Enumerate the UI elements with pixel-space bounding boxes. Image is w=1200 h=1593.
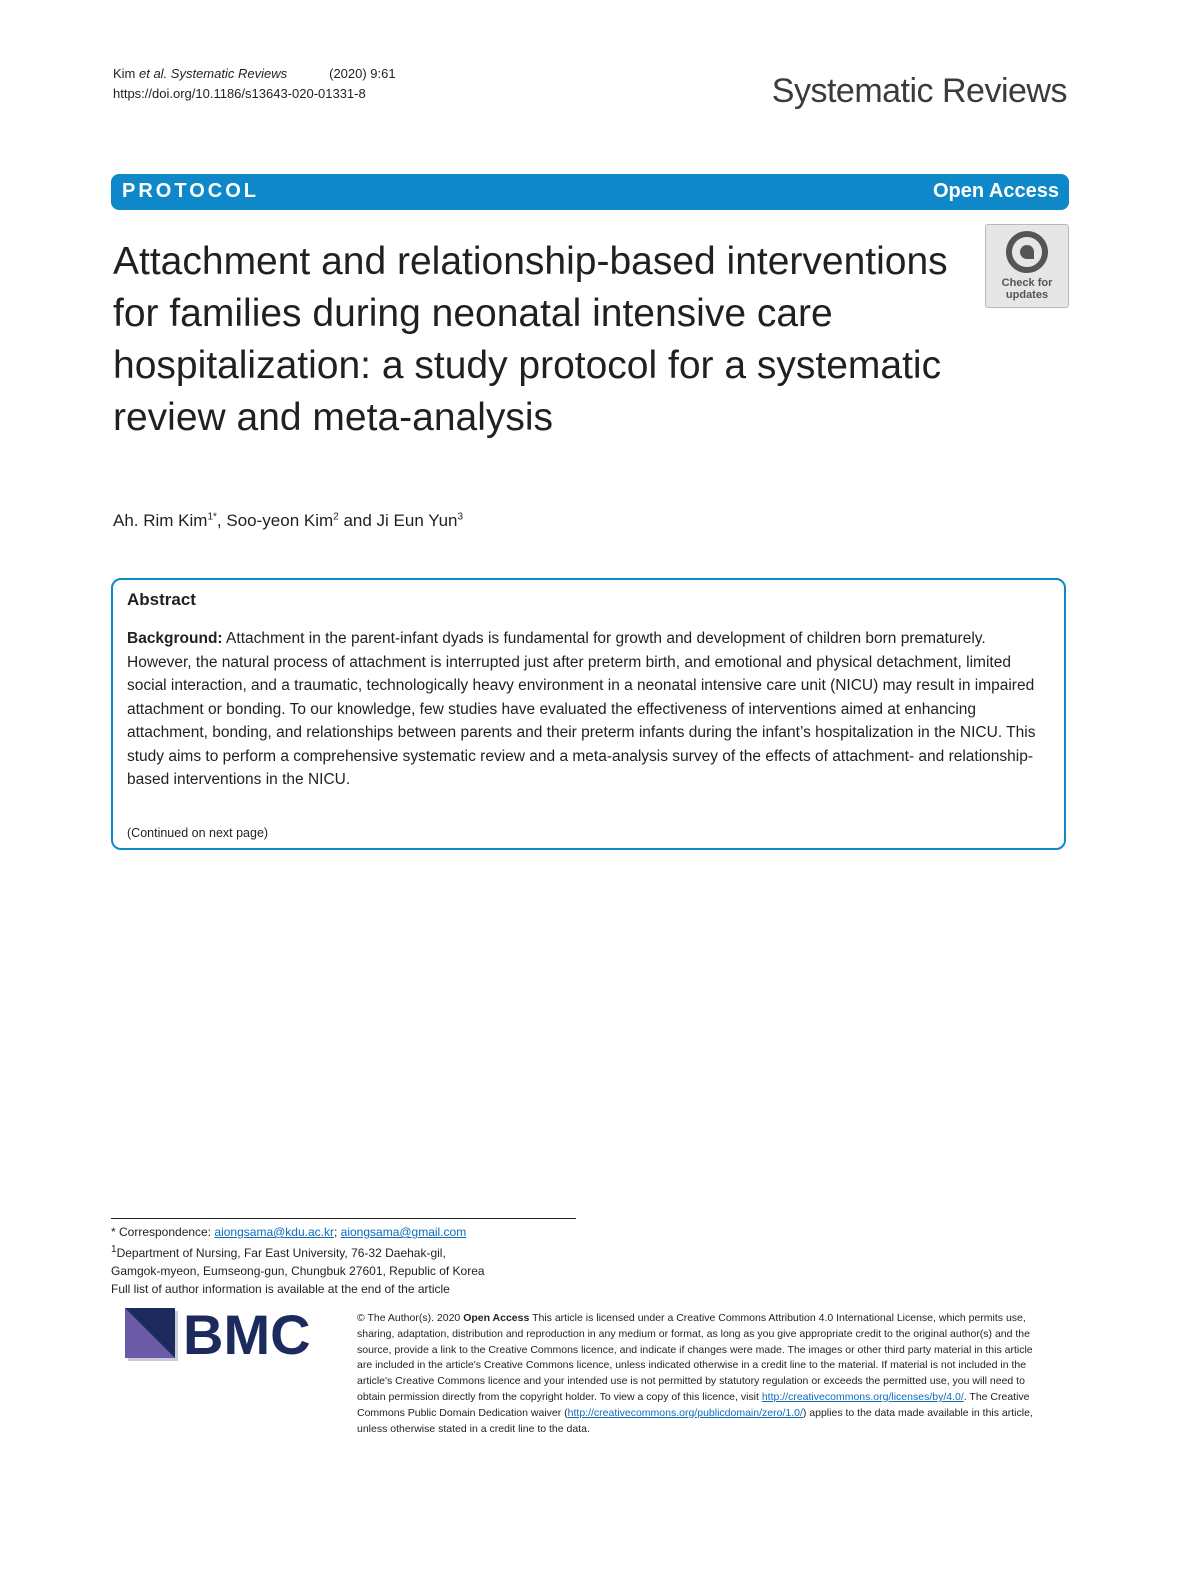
abstract-background: [127, 627, 1052, 792]
article-title: Attachment and relationship-based interventions for families during neonatal intensive care hospitalization: a study protocol for a systematic review and meta-analysis: [113, 240, 948, 439]
author-affiliation-sup: 1*: [207, 511, 217, 523]
bmc-logo: [125, 1306, 335, 1362]
license-text-2: . The Creative Commons Public Domain Dedication waiver (: [357, 1390, 1030, 1419]
continued-note: (Continued on next page): [127, 826, 269, 840]
article-type-bar: [111, 174, 1069, 210]
license-statement: [357, 1311, 1037, 1437]
license-link-cc-zero[interactable]: http://creativecommons.org/publicdomain/zero/1.0/: [567, 1406, 803, 1419]
abstract-box: [111, 578, 1066, 850]
correspondence-email-2[interactable]: aiongsama@gmail.com: [340, 1225, 467, 1239]
badge-line-2: updates: [1005, 289, 1049, 301]
license-link-cc-by[interactable]: http://creativecommons.org/licenses/by/4.0/: [761, 1390, 964, 1403]
author-affiliation-sup: 3: [457, 511, 464, 523]
author-name[interactable]: Ah. Rim Kim: [113, 511, 208, 530]
affiliation-sup: 1: [111, 1244, 117, 1255]
bmc-logo-text: BMC: [183, 1306, 311, 1362]
email-separator: ;: [333, 1225, 341, 1239]
correspondence-email-1[interactable]: aiongsama@kdu.ac.kr: [214, 1225, 334, 1239]
license-open-access: Open Access: [463, 1312, 530, 1324]
license-prefix: © The Author(s). 2020: [357, 1312, 464, 1324]
author-separator: ,: [216, 511, 227, 530]
footnotes: [111, 1223, 485, 1298]
author-separator: and: [338, 511, 377, 530]
journal-brand: Systematic Reviews: [771, 72, 1067, 110]
open-access-label: Open Access: [933, 180, 1059, 202]
citation-line: [113, 64, 396, 84]
check-for-updates-badge[interactable]: [985, 224, 1069, 308]
affiliation-line-1: [111, 1241, 485, 1262]
author-name[interactable]: Soo-yeon Kim: [226, 511, 334, 530]
full-author-info-note: Full list of author information is available at the end of the article: [111, 1282, 450, 1296]
affiliation-text-1: Department of Nursing, Far East University, 76-32 Daehak-gil,: [116, 1246, 446, 1260]
citation-journal: et al. Systematic Reviews: [139, 66, 288, 81]
abstract-heading: Abstract: [127, 590, 196, 609]
affiliation-line-2: Gamgok-myeon, Eumseong-gun, Chungbuk 27601, Republic of Korea: [111, 1264, 485, 1278]
citation-authors: Kim: [113, 66, 139, 81]
citation-year-volume: (2020) 9:61: [329, 66, 396, 81]
badge-line-1: Check for: [1001, 277, 1053, 289]
author-list: [113, 511, 463, 531]
background-label: Background:: [127, 630, 223, 647]
check-for-updates-text: [986, 277, 1068, 301]
license-text-1: This article is licensed under a Creative Commons Attribution 4.0 International License, which permits use, sharing, adaptation, distribution and reproduction in any medium or format, as long as you give appropriate credit to the original author(s) and the source, provide a link to the Creative Commons licence, and indicate if changes were made. The images or other third party material in this article are included in the article's Creative Commons licence, unless indicated otherwise in a credit line to the material. If material is not included in the article's Creative Commons licence and your intended use is not permitted by statutory regulation or exceeds the permitted use, you will need to obtain permission directly from the copyright holder. To view a copy of this licence, visit: [357, 1312, 1033, 1403]
correspondence-line: [111, 1223, 485, 1241]
author-affiliation-sup: 2: [333, 511, 339, 523]
citation-header: [113, 64, 396, 104]
article-type-label: PROTOCOL: [122, 180, 259, 202]
author-name[interactable]: Ji Eun Yun: [376, 511, 458, 530]
doi-link[interactable]: https://doi.org/10.1186/s13643-020-01331-8: [113, 86, 366, 101]
check-for-updates-icon: [1006, 231, 1048, 273]
correspondence-label: * Correspondence:: [111, 1225, 215, 1239]
footnote-divider: [111, 1218, 576, 1219]
background-text: Attachment in the parent-infant dyads is fundamental for growth and development of children born prematurely. However, the natural process of attachment is interrupted just after preterm birth, and emotional and physical detachment, limited social interaction, and a traumatic, technologically heavy environment in a neonatal intensive care unit (NICU) may result in impaired attachment or bonding. To our knowledge, few studies have evaluated the effectiveness of interventions aimed at enhancing attachment, bonding, and relationships between parents and their preterm infants during the infant’s hospitalization in the NICU. This study aims to perform a comprehensive systematic review and a meta-analysis survey of the effects of attachment- and relationship-based interventions in the NICU.: [127, 630, 1036, 788]
license-text-3: ) applies to the data made available in this article, unless otherwise stated in a credit line to the data.: [357, 1406, 1033, 1435]
